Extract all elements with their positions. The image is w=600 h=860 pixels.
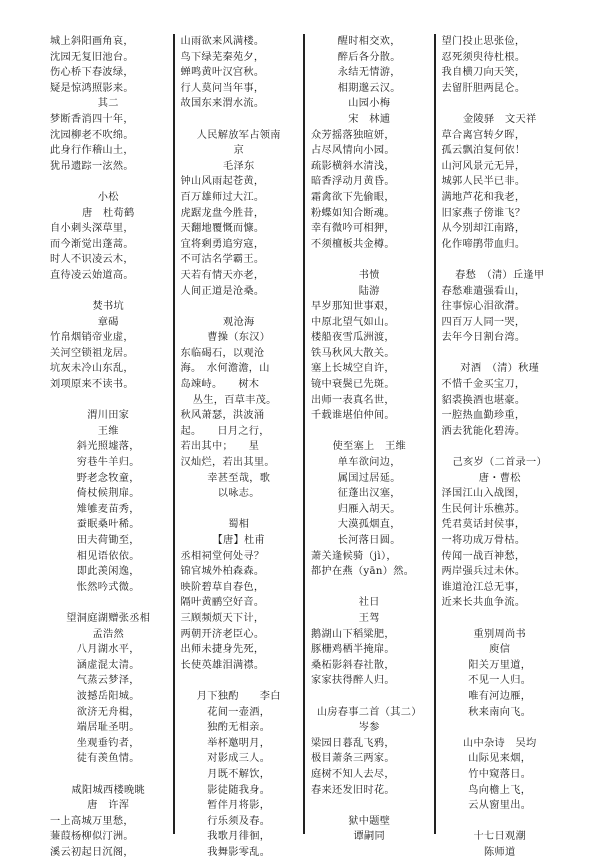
poem-heading-line: 【唐】杜甫 — [212, 535, 265, 546]
poem-text-line: 萧关逢候骑（jì）， — [311, 550, 397, 562]
poem-text-line: 楼船夜雪瓜洲渡， — [311, 332, 395, 344]
poem-text-line: 中原北望气如山。 — [311, 316, 395, 328]
poem-text-line: 镜中衰鬓已先斑。 — [311, 379, 395, 391]
poem-heading-line: 春愁 （清）丘逢甲 — [455, 269, 545, 281]
poem-text-line: 锦官城外柏森森。 — [180, 566, 265, 578]
poem-text-line: 宜将剩勇追穷寇， — [180, 238, 265, 250]
poem-heading-line: 陆游 — [358, 285, 380, 297]
poem-heading-line: 醉后各分散。 — [337, 51, 401, 63]
poem-heading-line: 欲济无舟楫， — [76, 706, 140, 718]
poem-text-line: 两岸强兵过未休。 — [441, 566, 526, 578]
poem-text-line: 春愁难遣强看山， — [441, 285, 526, 297]
poem-text-line: 两朝开济老臣心。 — [180, 628, 265, 640]
poem-heading-line: 相见语依依。 — [76, 550, 140, 562]
poem-text-line: 满地芦花和我老， — [441, 191, 526, 203]
blank-line — [50, 284, 167, 300]
poem-heading-line: 醒时相交欢， — [337, 36, 401, 47]
column-1 — [44, 34, 175, 858]
poem-heading-line: 暂伴月将影， — [207, 800, 271, 812]
poem-heading-line: 庾信 — [489, 644, 511, 656]
poem-heading-line: 永结无情游， — [337, 67, 401, 79]
poem-heading-line: 竹中窥落日。 — [468, 768, 532, 780]
poem-text-line: 幸有微吟可相狎， — [311, 223, 395, 235]
blank-line — [181, 502, 298, 518]
poem-text-line: 汉灿烂，若出其里。 — [180, 457, 275, 469]
poem-heading-line: 鸟向檐上飞， — [468, 784, 532, 796]
poem-heading-line: 书愤 — [358, 269, 380, 281]
poem-heading-line: 毛泽东 — [223, 160, 255, 172]
poem-heading-line: 举杯邀明月， — [207, 737, 271, 749]
blank-line — [181, 112, 298, 128]
poem-text-line: 往事惊心泪欲潸。 — [441, 301, 526, 313]
poem-text-line: 溪云初起日沉阁， — [50, 846, 134, 858]
poem-text-line: 隔叶黄鹂空好音。 — [180, 597, 265, 609]
poem-text-line: 霜禽欲下先偷眼， — [311, 191, 395, 203]
column-4 — [436, 34, 565, 858]
poem-heading-line: 月下独酌 李白 — [196, 690, 281, 702]
poem-text-line: 城上斜阳画角哀， — [50, 36, 134, 47]
poem-heading-line: 山房春事二首（其二） — [316, 706, 422, 718]
blank-line — [442, 720, 559, 736]
poem-text-line: 家家扶得醉人归。 — [311, 675, 395, 687]
column-3 — [305, 34, 436, 843]
poem-text-line: 行人莫问当年事， — [180, 82, 265, 94]
blank-line — [181, 673, 298, 689]
poem-heading-line: 唐 杜荀鹤 — [82, 207, 135, 219]
poem-text-line: 此身行作稽山土， — [50, 145, 134, 157]
poem-heading-line: 倚杖候荆扉。 — [76, 488, 140, 500]
poem-text-line: 洒去犹能化碧涛。 — [441, 425, 526, 437]
poem-text-line: 关河空锁祖龙居。 — [50, 347, 134, 359]
blank-line — [50, 393, 167, 409]
poem-heading-line: 王驾 — [358, 612, 380, 624]
poem-heading-line: 陈师道 — [484, 846, 516, 858]
poem-text-line: 出师未捷身先死， — [180, 644, 265, 656]
poem-heading-line: 京 — [233, 145, 244, 157]
poem-text-line: 桑柘影斜春社散， — [311, 659, 395, 671]
poem-text-line: 山河风景元无异， — [441, 160, 526, 172]
poem-heading-line: 孟浩然 — [92, 628, 124, 640]
poem-heading-line: 长河落日圆。 — [337, 535, 401, 546]
poem-text-line: 疑是惊鸿照影来。 — [50, 82, 134, 94]
poem-heading-line: 重别周尚书 — [473, 628, 526, 640]
poem-heading-line: 阳关万里道， — [468, 659, 532, 671]
poem-heading-line: 对影成三人。 — [207, 753, 271, 765]
poem-heading-line: 独酌无相亲。 — [207, 722, 271, 734]
blank-line — [442, 346, 559, 362]
poem-heading-line: 相期邈云汉。 — [337, 82, 401, 94]
poem-text-line: 蒹葭杨柳似汀洲。 — [50, 831, 134, 843]
poem-text-line: 望门投止思张俭， — [441, 36, 526, 47]
poem-heading-line: 幸甚至哉，歌 — [207, 472, 271, 484]
poem-heading-line: 云从窗里出。 — [468, 800, 532, 812]
poem-heading-line: 斜光照墟落， — [76, 441, 140, 453]
poem-text-line: 去年今日割台湾。 — [441, 332, 526, 344]
poem-heading-line: 山园小梅 — [348, 98, 391, 110]
poem-heading-line: 使至塞上 王维 — [332, 441, 406, 453]
poem-text-line: 铁马秋风大散关。 — [311, 347, 395, 359]
poem-heading-line: 端居耻圣明。 — [76, 722, 140, 734]
poem-heading-line: 其二 — [97, 98, 119, 110]
poem-heading-line: 己亥岁（二首录一） — [452, 457, 547, 469]
poem-text-line: 近来长共血争流。 — [441, 597, 526, 609]
poem-heading-line: 我舞影零乱。 — [207, 846, 271, 858]
poem-text-line: 而今渐觉出蓬蒿。 — [50, 238, 134, 250]
poem-text-line: 岛竦峙。 树木 — [180, 379, 260, 391]
poem-heading-line: 气蒸云梦泽， — [76, 675, 140, 687]
poem-text-line: 极目萧条三两家。 — [311, 753, 395, 765]
poem-text-line: 自小刺头深草里， — [50, 223, 134, 235]
poem-text-line: 天翻地覆慨而慷。 — [180, 223, 265, 235]
poem-heading-line: 曹操（东汉） — [207, 332, 271, 344]
poem-text-line: 梁园日暮乱飞鸦， — [311, 737, 395, 749]
poem-heading-line: 望洞庭湖赠张丞相 — [66, 612, 151, 624]
poem-heading-line: 花间一壶酒， — [207, 706, 271, 718]
poem-text-line: 天若有情天亦老， — [180, 269, 265, 281]
poem-text-line: 都护在燕（yān）然。 — [311, 566, 415, 578]
poem-heading-line: 宋 林逋 — [348, 113, 391, 125]
poem-text-line: 不惜千金买宝刀， — [441, 379, 526, 391]
poem-heading-line: 雉雊麦苗秀， — [76, 503, 140, 515]
poem-heading-line: 影徒随我身。 — [207, 784, 271, 796]
poem-text-line: 鸟下绿芜秦苑夕， — [180, 51, 265, 63]
poem-text-line: 丞相祠堂何处寻？ — [180, 550, 265, 562]
poem-heading-line: 观沧海 — [223, 316, 255, 328]
poem-heading-line: 坐观垂钓者， — [76, 737, 140, 749]
poem-heading-line: 章碣 — [97, 316, 119, 328]
poem-text-line: 塞上长城空自许， — [311, 363, 395, 375]
poem-text-line: 占尽风情向小园。 — [311, 145, 395, 157]
poem-heading-line: 行乐须及春。 — [207, 815, 271, 827]
poem-heading-line: 谭嗣同 — [353, 831, 385, 843]
poem-text-line: 暗香浮动月黄昏。 — [311, 176, 395, 188]
poem-text-line: 秋风萧瑟，洪波涌 — [180, 410, 265, 422]
poem-heading-line: 咸阳城西楼晚眺 — [71, 784, 145, 796]
poem-heading-line: 八月湖水平， — [76, 644, 140, 656]
poem-heading-line: 社日 — [358, 597, 380, 609]
poem-heading-line: 渭川田家 — [87, 410, 130, 422]
poem-text-line: 去留肝胆两昆仑。 — [441, 82, 526, 94]
poem-text-line: 长使英雄泪满襟。 — [180, 659, 265, 671]
poem-text-line: 坑灰未冷山东乱， — [50, 363, 134, 375]
blank-line — [311, 424, 428, 440]
poem-text-line: 孤云飘泊复何依！ — [441, 145, 526, 157]
blank-line — [442, 96, 559, 112]
poem-text-line: 映阶碧草自春色， — [180, 581, 265, 593]
poem-heading-line: 山中杂诗 吴均 — [463, 737, 537, 749]
poem-heading-line: 人民解放军占领南 — [196, 129, 281, 141]
poem-text-line: 众芳摇落独暄妍， — [311, 129, 395, 141]
poem-text-line: 蝉鸣黄叶汉宫秋。 — [180, 67, 265, 79]
poem-text-line: 三顾频烦天下计， — [180, 612, 265, 624]
poem-heading-line: 王维 — [97, 425, 119, 437]
poem-text-line: 豚栅鸡栖半掩扉。 — [311, 644, 395, 656]
poem-text-line: 庭树不知人去尽， — [311, 768, 395, 780]
poem-text-line: 一腔热血勤珍重， — [441, 410, 526, 422]
poem-heading-line: 以咏志。 — [217, 488, 260, 500]
poem-text-line: 泽国江山入战图， — [441, 488, 526, 500]
poem-heading-line: 焚书坑 — [92, 301, 124, 313]
poem-text-line: 鹅湖山下稻粱肥， — [311, 628, 395, 640]
poem-text-line: 千载谁堪伯仲间。 — [311, 410, 395, 422]
blank-line — [311, 798, 428, 814]
poem-heading-line: 即此羡闲逸， — [76, 566, 140, 578]
poem-heading-line: 不见一人归。 — [468, 675, 532, 687]
poem-heading-line: 秋来南向飞。 — [468, 706, 532, 718]
poem-text-line: 不可沽名学霸王。 — [180, 254, 265, 266]
poem-text-line: 凭君莫话封侯事， — [441, 519, 526, 531]
poem-text-line: 传闻一战百神愁， — [441, 550, 526, 562]
poem-text-line: 生民何计乐樵苏。 — [441, 503, 526, 515]
poem-text-line: 一上高城万里愁， — [50, 815, 134, 827]
poem-heading-line: 穷巷牛羊归。 — [76, 457, 140, 469]
poem-heading-line: 怅然吟式微。 — [76, 581, 140, 593]
blank-line — [442, 611, 559, 627]
poem-text-line: 出师一表真名世， — [311, 394, 395, 406]
poem-text-line: 人间正道是沧桑。 — [180, 285, 265, 297]
blank-line — [50, 174, 167, 190]
poem-heading-line: 岑参 — [358, 722, 380, 734]
poem-text-line: 旧家燕子傍谁飞？ — [441, 207, 526, 219]
poem-heading-line: 小松 — [97, 191, 119, 203]
poem-heading-line: 徒有羡鱼情。 — [76, 753, 140, 765]
poem-text-line: 疏影横斜水清浅， — [311, 160, 395, 172]
poem-text-line: 早岁那知世事艰， — [311, 301, 395, 313]
poem-text-line: 城郭人民半已非。 — [441, 176, 526, 188]
blank-line — [181, 299, 298, 315]
poem-heading-line: 月既不解饮， — [207, 768, 271, 780]
poem-page — [44, 34, 564, 858]
poem-heading-line: 波撼岳阳城。 — [76, 690, 140, 702]
blank-line — [311, 252, 428, 268]
poem-heading-line: 田夫荷锄至， — [76, 535, 140, 546]
poem-text-line: 故国东来渭水流。 — [180, 98, 265, 110]
poem-heading-line: 十七日观潮 — [473, 831, 526, 843]
poem-text-line: 谁道沧江总无事， — [441, 581, 526, 593]
poem-text-line: 沈园柳老不吹绵。 — [50, 129, 134, 141]
poem-heading-line: 野老念牧童， — [76, 472, 140, 484]
poem-heading-line: 蜀相 — [228, 519, 250, 531]
poem-text-line: 草合离宫转夕晖， — [441, 129, 526, 141]
poem-heading-line: 狱中题壁 — [348, 815, 391, 827]
poem-text-line: 竹帛烟销帝业虚， — [50, 332, 134, 344]
poem-text-line: 沈园无复旧池台。 — [50, 51, 134, 63]
blank-line — [50, 767, 167, 783]
blank-line — [311, 689, 428, 705]
poem-heading-line: 蚕眠桑叶稀。 — [76, 519, 140, 531]
poem-text-line: 钟山风雨起苍黄， — [180, 176, 265, 188]
poem-heading-line: 唯有河边雁， — [468, 690, 532, 702]
poem-text-line: 犹吊遗踪一泫然。 — [50, 160, 134, 172]
poem-text-line: 不须檀板共金樽。 — [311, 238, 395, 250]
poem-text-line: 山雨欲来风满楼。 — [180, 36, 265, 47]
poem-heading-line: 涵虚混太清。 — [76, 659, 140, 671]
poem-text-line: 时人不识凌云木， — [50, 254, 134, 266]
poem-heading-line: 属国过居延。 — [337, 472, 401, 484]
poem-heading-line: 山际见来烟， — [468, 753, 532, 765]
poem-text-line: 忍死须臾待杜根。 — [441, 51, 526, 63]
blank-line — [442, 439, 559, 455]
poem-heading-line: 单车欲问边， — [337, 457, 401, 469]
poem-heading-line: 大漠孤烟直， — [337, 519, 401, 531]
poem-text-line: 化作啼鹃带血归。 — [441, 238, 526, 250]
poem-text-line: 海。 水何澹澹，山 — [180, 363, 270, 375]
poem-text-line: 貂裘换酒也堪豪。 — [441, 394, 526, 406]
poem-heading-line: 唐 许浑 — [87, 800, 130, 812]
poem-text-line: 梦断香消四十年， — [50, 113, 134, 125]
poem-text-line: 粉蝶如知合断魂。 — [311, 207, 395, 219]
poem-text-line: 东临碣石，以观沧 — [180, 347, 265, 359]
poem-text-line: 我自横刀向天笑， — [441, 67, 526, 79]
poem-heading-line: 金陵驿 文天祥 — [463, 113, 537, 125]
blank-line — [50, 595, 167, 611]
poem-heading-line: 对酒 （清）秋瑾 — [460, 363, 540, 375]
poem-text-line: 四百万人同一哭， — [441, 316, 526, 328]
blank-line — [442, 814, 559, 830]
poem-heading-line: 我歌月徘徊， — [207, 831, 271, 843]
poem-text-line: 伤心桥下春波绿， — [50, 67, 134, 79]
poem-text-line: 若出其中； 星 — [180, 441, 260, 453]
blank-line — [311, 580, 428, 596]
poem-heading-line: 征蓬出汉塞， — [337, 488, 401, 500]
poem-text-line: 春来还发旧时花。 — [311, 784, 395, 796]
poem-text-line: 刘项原来不读书。 — [50, 379, 134, 391]
poem-text-line: 百万雄师过大江。 — [180, 191, 265, 203]
poem-text-line: 虎踞龙盘今胜昔， — [180, 207, 265, 219]
poem-text-line: 丛生，百草丰茂。 — [192, 394, 277, 406]
blank-line — [442, 252, 559, 268]
column-2 — [175, 34, 306, 858]
poem-heading-line: 归雁入胡天。 — [337, 503, 401, 515]
poem-text-line: 起。 日月之行， — [180, 425, 270, 437]
poem-text-line: 从今别却江南路， — [441, 223, 526, 235]
poem-text-line: 直待凌云始道高。 — [50, 269, 134, 281]
poem-heading-line: 唐・曹松 — [478, 472, 521, 484]
poem-text-line: 一将功成万骨枯。 — [441, 535, 526, 546]
